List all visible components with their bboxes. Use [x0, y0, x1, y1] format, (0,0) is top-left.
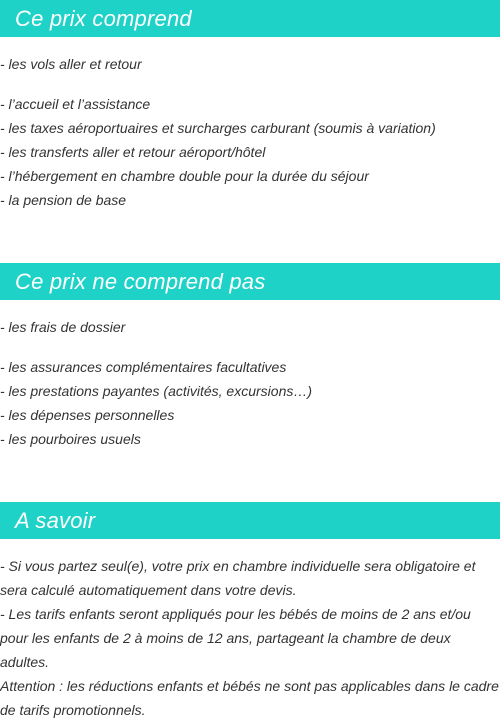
- list-item: - les vols aller et retour: [0, 56, 142, 72]
- list-item: - les pourboires usuels: [0, 431, 141, 447]
- section-header: [0, 502, 500, 539]
- paragraph-child-rates: - Les tarifs enfants seront appliqués pour les bébés de moins de 2 ans et/ou pour les enfants de 2 à moins de 12 ans, partageant la chambre de deux adultes.: [0, 606, 471, 670]
- section-good-to-know: [0, 502, 500, 722]
- section-not-included: [0, 263, 500, 451]
- list-item: - les prestations payantes (activités, excursions…): [0, 383, 313, 399]
- list-item: - l’hébergement en chambre double pour la durée du séjour: [0, 168, 369, 184]
- list-item: - les taxes aéroportuaires et surcharges carburant (soumis à variation): [0, 120, 436, 136]
- list-item: - les dépenses personnelles: [0, 407, 175, 423]
- list-item: - l’accueil et l’assistance: [0, 96, 151, 112]
- list-item: - la pension de base: [0, 192, 127, 208]
- section-title: Ce prix ne comprend pas: [15, 268, 266, 294]
- section-header: [0, 0, 500, 37]
- list-item: - les frais de dossier: [0, 319, 126, 335]
- paragraph-attention: Attention : les réductions enfants et bébés ne sont pas applicables dans le cadre de tarifs promotionnels.: [0, 678, 499, 718]
- section-title: A savoir: [15, 507, 96, 533]
- paragraph-single-room: - Si vous partez seul(e), votre prix en chambre individuelle sera obligatoire et sera calculé automatiquement dans votre devis.: [0, 558, 476, 598]
- section-included: [0, 0, 500, 212]
- list-item: - les assurances complémentaires facultatives: [0, 359, 287, 375]
- section-title: Ce prix comprend: [15, 5, 192, 31]
- list-item: - les transferts aller et retour aéroport/hôtel: [0, 144, 266, 160]
- section-header: [0, 263, 500, 300]
